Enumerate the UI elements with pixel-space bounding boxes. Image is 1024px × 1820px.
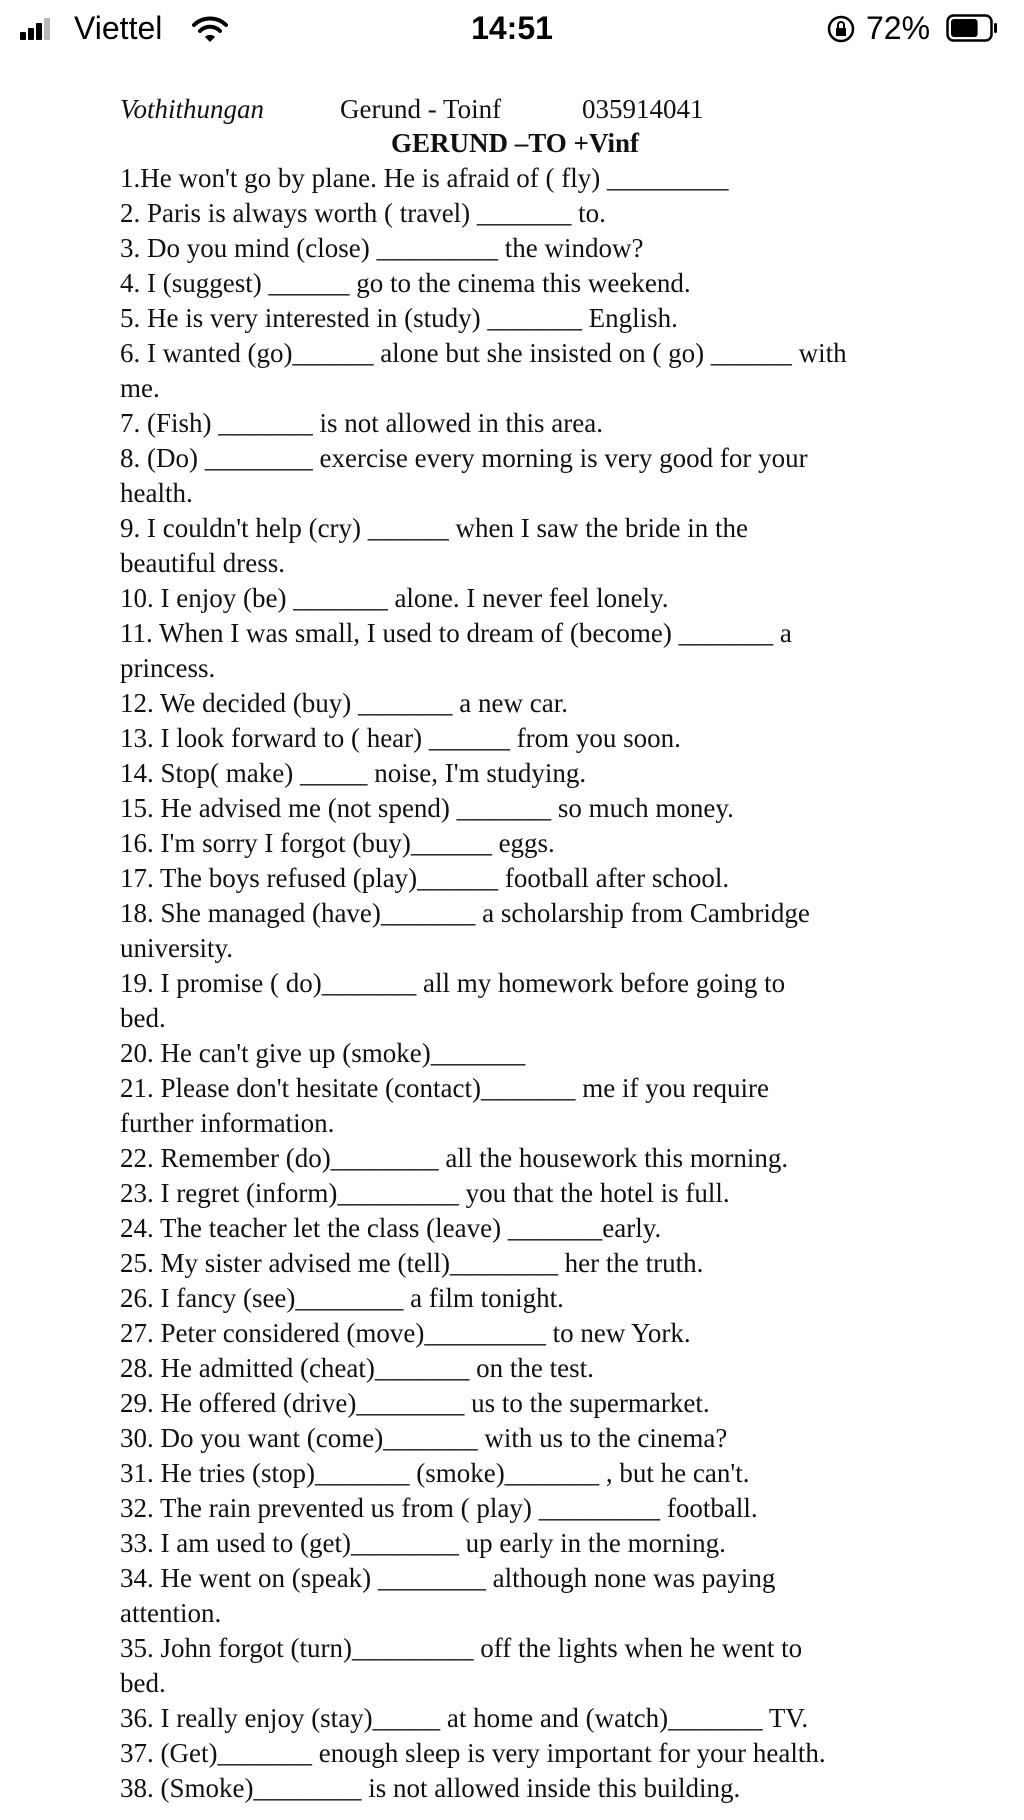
question-line: 21. Please don't hesitate (contact)_______ me if you require	[120, 1073, 769, 1103]
question-line: 12. We decided (buy) _______ a new car.	[120, 688, 568, 718]
question-line: 10. I enjoy (be) _______ alone. I never feel lonely.	[120, 583, 669, 613]
question-line: 11. When I was small, I used to dream of (become) _______ a	[120, 618, 792, 648]
question-line: further information.	[120, 1108, 335, 1138]
question-line: 35. John forgot (turn)_________ off the lights when he went to	[120, 1633, 803, 1663]
question-line: 32. The rain prevented us from ( play) _________ football.	[120, 1493, 758, 1523]
question-line: 26. I fancy (see)________ a film tonight.	[120, 1283, 564, 1313]
question-line: 5. He is very interested in (study) _______ English.	[120, 303, 678, 333]
question-line: health.	[120, 478, 193, 508]
question-line: 16. I'm sorry I forgot (buy)______ eggs.	[120, 828, 555, 858]
document-header	[120, 88, 1000, 126]
question-line: 20. He can't give up (smoke)_______	[120, 1038, 526, 1068]
orientation-lock-icon	[826, 14, 856, 44]
phone-number: 035914041	[582, 94, 704, 124]
question-line: 22. Remember (do)________ all the housework this morning.	[120, 1143, 789, 1173]
carrier-name: Viettel	[74, 10, 163, 46]
question-line: 27. Peter considered (move)_________ to new York.	[120, 1318, 691, 1348]
question-line: 9. I couldn't help (cry) ______ when I saw the bride in the	[120, 513, 748, 543]
question-line: 15. He advised me (not spend) _______ so much money.	[120, 793, 734, 823]
question-line: 3. Do you mind (close) _________ the window?	[120, 233, 644, 263]
question-line: 2. Paris is always worth ( travel) _______ to.	[120, 198, 606, 228]
question-line: 23. I regret (inform)_________ you that the hotel is full.	[120, 1178, 730, 1208]
status-bar	[0, 0, 1024, 62]
question-line: beautiful dress.	[120, 548, 285, 578]
question-list	[120, 161, 910, 1806]
question-line: bed.	[120, 1003, 166, 1033]
question-line: me.	[120, 373, 160, 403]
question-line: 13. I look forward to ( hear) ______ from you soon.	[120, 723, 681, 753]
question-line: 25. My sister advised me (tell)________ her the truth.	[120, 1248, 704, 1278]
question-line: 7. (Fish) _______ is not allowed in this area.	[120, 408, 603, 438]
question-line: university.	[120, 933, 233, 963]
question-line: 4. I (suggest) ______ go to the cinema this weekend.	[120, 268, 691, 298]
question-line: 14. Stop( make) _____ noise, I'm studying.	[120, 758, 587, 788]
battery-percent: 72%	[866, 10, 931, 46]
question-line: 30. Do you want (come)_______ with us to the cinema?	[120, 1423, 728, 1453]
question-line: princess.	[120, 653, 216, 683]
battery-icon	[946, 14, 998, 42]
question-line: bed.	[120, 1668, 166, 1698]
question-line: attention.	[120, 1598, 222, 1628]
question-line: 17. The boys refused (play)______ football after school.	[120, 863, 730, 893]
question-line: 1.He won't go by plane. He is afraid of ( fly) _________	[120, 163, 729, 193]
question-line: 6. I wanted (go)______ alone but she insisted on ( go) ______ with	[120, 338, 847, 368]
question-line: 19. I promise ( do)_______ all my homework before going to	[120, 968, 786, 998]
question-line: 34. He went on (speak) ________ although none was paying	[120, 1563, 776, 1593]
question-line: 28. He admitted (cheat)_______ on the test.	[120, 1353, 594, 1383]
clock-time: 14:51	[471, 10, 553, 46]
question-line: 31. He tries (stop)_______ (smoke)_______ , but he can't.	[120, 1458, 750, 1488]
worksheet-topic: Gerund - Toinf	[340, 94, 502, 124]
question-line: 33. I am used to (get)________ up early in the morning.	[120, 1528, 726, 1558]
question-line: 37. (Get)_______ enough sleep is very important for your health.	[120, 1738, 826, 1768]
question-line: 18. She managed (have)_______ a scholarship from Cambridge	[120, 898, 810, 928]
question-line: 8. (Do) ________ exercise every morning is very good for your	[120, 443, 808, 473]
question-line: 29. He offered (drive)________ us to the supermarket.	[120, 1388, 710, 1418]
question-line: 36. I really enjoy (stay)_____ at home and (watch)_______ TV.	[120, 1703, 809, 1733]
author-name: Vothithungan	[120, 94, 265, 124]
question-line: 24. The teacher let the class (leave) _______early.	[120, 1213, 662, 1243]
worksheet-title: GERUND –TO +Vinf	[391, 128, 639, 158]
question-line: 38. (Smoke)________ is not allowed inside this building.	[120, 1773, 741, 1803]
